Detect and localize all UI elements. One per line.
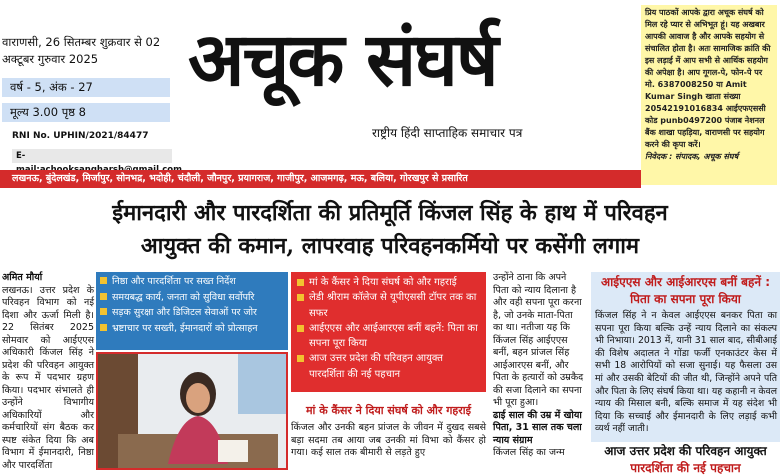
bullet-icon <box>100 324 107 331</box>
price-pages: मूल्य 3.00 पृष्ठ 8 <box>2 103 170 122</box>
edition-date: वाराणसी, 26 सितम्बर शुक्रवार से 02 अक्टूबर गुरुवार 2025 <box>2 35 161 66</box>
email-address[interactable]: E- <box>12 149 172 163</box>
highlight-item: भ्रष्टाचार पर सख्ती, ईमानदारों को प्रोत्साहन <box>100 321 284 337</box>
red-box-item: लेडी श्रीराम कॉलेज से यूपीएससी टॉपर तक का सफर <box>297 290 480 321</box>
subheading: मां के कैंसर ने दिया संघर्ष को और गहराई <box>305 404 472 417</box>
notice-text: प्रिय पाठकों आपके द्वारा अचूक संघर्ष को मिल रहे प्यार से अभिभूत हूं। यह अखबार आपकी आवाज है और आपके सहयोग से संचालित होता है। अतः सामाजिक क्रांति की इस लड़ाई में आप सभी से आर्थिक सहयोग की अपेक्षा है। आप गूगल-पे, फोन-पे पर मो. 6387008250 या Amit Kumar Singh खाता संख्या 20542191016834 आईएफएससी कोड punb0497200 पंजाब नेशनल बैंक शाखा पहड़िया, वाराणसी पर सहयोग करने की कृपा करें। <box>645 8 771 149</box>
byline: अमित मौर्या <box>2 272 43 283</box>
subheading: ढाई साल की उम्र में खोया पिता, 31 साल तक चला न्याय संग्राम <box>493 409 582 446</box>
donation-notice <box>641 5 777 185</box>
issue-number: वर्ष - 5, अंक - 27 <box>2 78 170 97</box>
article-column-3: किंजल और उनकी बहन प्रांजल के जीवन में दुखद सबसे बड़ा सदमा तब आया जब उनकी मां विभा को कैंसर हो गया। कई साल तक बीमारी से लड़ते हुए <box>291 422 486 458</box>
bullet-icon <box>100 277 107 284</box>
highlight-item: सड़क सुरक्षा और डिजिटल सेवाओं पर जोर <box>100 305 284 321</box>
highlight-item: समयबद्ध कार्य, जनता को सुविधा सर्वोपरि <box>100 290 284 306</box>
red-box-item: आईएएस और आईआरएस बनीं बहनें: पिता का सपना पूरा किया <box>297 321 480 352</box>
notice-signature: निवेदक : संपादक, अचूक संघर्ष <box>645 152 739 161</box>
headline-line-2: आयुक्त की कमान, लापरवाह परिवहनकर्मियो पर कसेंगी लगाम <box>140 233 640 259</box>
headline-line-1: ईमानदारी और पारदर्शिता की प्रतिमूर्ति किंजल सिंह के हाथ में परिवहन <box>112 200 668 226</box>
bullet-icon <box>297 294 304 301</box>
photo-illustration <box>98 354 286 468</box>
coverage-band: लखनऊ, बुंदेलखंड, मिर्जापुर, सोनभद्र, भदोही, चंदौली, जौनपुर, प्रयागराज, गाजीपुर, आजमगढ़, मऊ, बलिया, गोरखपुर से प्रसारित <box>0 170 641 188</box>
main-headline <box>0 197 780 263</box>
article-text: उन्होंने ठाना कि अपने पिता को न्याय दिलाना है और वही सपना पूरा करना है, जो उनके माता-पिता का था। नतीजा यह कि किंजल सिंह आईएएस बनीं, बहन प्रांजल सिंह आईआरएस बनीं, और पिता के हत्यारों को उम्रकैद की सजा दिलाने का सपना भी पूरा हुआ। <box>493 272 584 408</box>
highlight-item: निष्ठा और पारदर्शिता पर सख्त निर्देश <box>100 274 284 290</box>
rni-number: RNI No. UPHIN/2021/84477 <box>12 131 149 141</box>
officer-photo <box>96 352 288 470</box>
article-text: किंजल सिंह का जन्म <box>493 447 565 458</box>
article-text: लखनऊ। उत्तर प्रदेश के परिवहन विभाग को नई दिशा और ऊर्जा मिली है। 22 सितंबर 2025 सोमवार को आईएएस अधिकारी किंजल सिंह ने प्रदेश की परिवहन आयुक्त के रूप में पदभार ग्रहण किया। पदभार संभालते ही उन्होंने विभागीय अधिकारियों और कर्मचारियों संग बैठक कर स्पष्ट संकेत दिया कि अब विभाग में ईमानदारी, निष्ठा और पारदर्शिता <box>2 284 94 471</box>
bottom-story-subtitle: पारदर्शिता की नई पहचान <box>630 461 741 475</box>
bullet-icon <box>100 293 107 300</box>
highlights-box <box>96 272 288 350</box>
right-story-body: किंजल सिंह ने न केवल आईएएस बनकर पिता का सपना पूरा किया बल्कि उन्हें न्याय दिलाने का संकल्प भी निभाया। 2013 में, यानी 31 साल बाद, सीबीआई की विशेष अदालत ने गोंडा फर्जी एनकाउंटर केस में सभी 18 आरोपियों को सजा सुनाई। यह फैसला उस मां और उसकी बेटियों की जीत थी, जिन्होंने अपने पति और पिता के लिए संघर्ष किया था। यह कहानी न केवल न्याय की मिसाल बनी, बल्कि समाज में यह संदेश भी दिया कि सच्चाई और ईमानदारी के लिए लड़ाई कभी व्यर्थ नहीं जाती। <box>595 310 777 435</box>
article-column-4 <box>493 272 585 460</box>
red-box-item: आज उत्तर प्रदेश की परिवहन आयुक्त पारदर्शिता की नई पहचान <box>297 351 480 382</box>
right-story-title: आईएएस और आईआरएस बनीं बहनें : पिता का सपना पूरा किया <box>601 275 770 306</box>
bottom-story-title: आज उत्तर प्रदेश की परिवहन आयुक्त <box>604 444 767 458</box>
bullet-icon <box>297 325 304 332</box>
bullet-icon <box>100 308 107 315</box>
newspaper-tagline: राष्ट्रीय हिंदी साप्ताहिक समाचार पत्र <box>372 126 523 140</box>
bullet-icon <box>297 355 304 362</box>
newspaper-title: अचूक संघर्ष <box>188 17 497 103</box>
bullet-icon <box>297 279 304 286</box>
article-column-1 <box>2 272 94 472</box>
red-box-item: मां के कैंसर ने दिया संघर्ष को और गहराई <box>297 275 480 290</box>
sidebar-red-box <box>291 272 486 392</box>
